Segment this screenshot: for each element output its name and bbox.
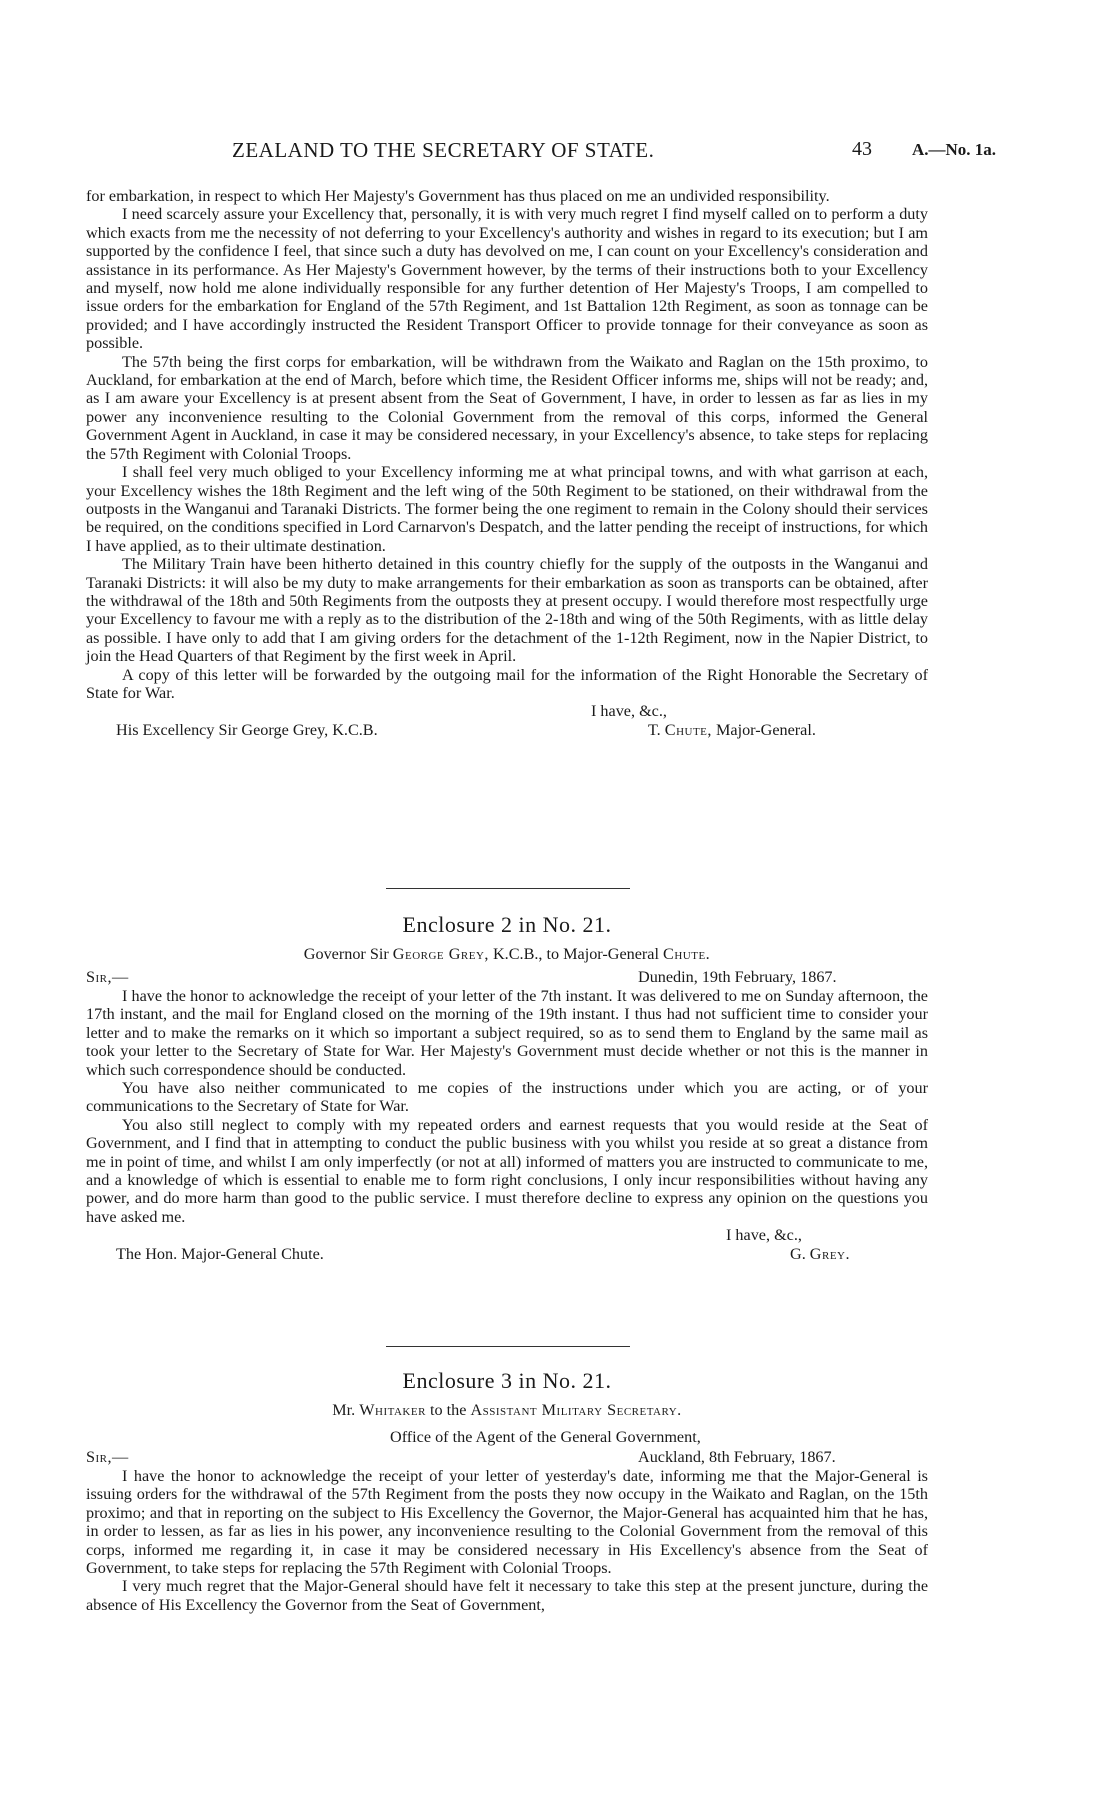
place-date: Auckland, 8th February, 1867. [638, 1448, 836, 1466]
enclosure-heading: Enclosure 3 in No. 21. [402, 1368, 612, 1393]
salutation: Sir,— [86, 968, 129, 986]
paragraph: I have the honor to acknowledge the receipt of your letter of the 7th instant. It was delivered to me on Sunday afternoon, the 17th instant, and the mail for England closed on the morning of the 19th instant. I thus had not sufficient time to consider your letter and to make the remarks on it which so important a subject required, so as to send them to England by the same mail as took your letter to the Secretary of State for War. Her Majesty's Government must decide whether or not this is the manner in which such correspondence should be conducted. [86, 987, 928, 1079]
enclosure-subheading: Mr. Whitaker to the Assistant Military Secretary. [332, 1401, 682, 1419]
addressee: His Excellency Sir George Grey, K.C.B. [116, 721, 378, 740]
paragraph: for embarkation, in respect to which Her Majesty's Government has thus placed on me an undivided responsibility. [86, 187, 830, 205]
closing-row [86, 702, 928, 721]
page-number: 43 [852, 138, 872, 160]
signature: G. Grey. [790, 1245, 851, 1264]
paragraph: You have also neither communicated to me copies of the instructions under which you are acting, or of your communications to the Secretary of State for War. [86, 1079, 928, 1116]
paragraph: I shall feel very much obliged to your Excellency informing me at what principal towns, and with what garrison at each, your Excellency wishes the 18th Regiment and the left wing of the 50th Regiment to be stationed, on their withdrawal from the outposts in the Wanganui and Taranaki Districts. The former being the one regiment to remain in the Colony should their services be required, on the conditions specified in Lord Carnarvon's Despatch, and the latter pending the receipt of instructions, for which I have applied, as to their ultimate destination. [86, 463, 928, 555]
salutation: Sir,— [86, 1448, 129, 1466]
letter-continuation [86, 187, 928, 740]
signature: T. Chute, Major-General. [648, 721, 816, 740]
closing: I have, &c., [591, 702, 667, 721]
office-line: Office of the Agent of the General Government, [390, 1428, 701, 1446]
running-header [86, 138, 997, 164]
paragraph: I need scarcely assure your Excellency that, personally, it is with very much regret I find myself called on to perform a duty which exacts from me the necessity of not deferring to your Excellency's authority and wishes in regard to its execution; but I am supported by the confidence I feel, that since such a duty has devolved on me, I can count on your Excellency's consideration and assistance in its performance. As Her Majesty's Government however, by the terms of their instructions both to your Excellency and myself, now hold me alone individually responsible for any further detention of Her Majesty's Troops, I am compelled to issue orders for the embarkation for England of the 57th Regiment, and 1st Battalion 12th Regiment, as soon as tonnage can be provided; and I have accordingly instructed the Resident Transport Officer to provide tonnage for their conveyance as soon as possible. [86, 205, 928, 353]
addressee: The Hon. Major-General Chute. [116, 1245, 324, 1264]
paragraph: I have the honor to acknowledge the receipt of your letter of yesterday's date, informing me that the Major-General is issuing orders for the withdrawal of the 57th Regiment from the posts they now occupy in the Waikato and Raglan, on the 15th proximo; and that in reporting on the subject to His Excellency the Governor, the Major-General has acquainted him that he has, in order to lessen, as far as lies in his power, any inconvenience resulting to the Colonial Government from the removal of this corps, informed me regarding it, in case it may be considered necessary in His Excellency's absence from the Seat of Government, to take steps for replacing the 57th Regiment with Colonial Troops. [86, 1467, 928, 1578]
paragraph: I very much regret that the Major-General should have felt it necessary to take this step at the present juncture, during the absence of His Excellency the Governor from the Seat of Government, [86, 1577, 928, 1614]
place-date: Dunedin, 19th February, 1867. [638, 968, 837, 986]
enclosure-subheading: Governor Sir George Grey, K.C.B., to Major-General Chute. [303, 945, 711, 963]
section-divider [386, 888, 630, 889]
paper-reference: A.—No. 1a. [912, 140, 997, 159]
enclosure-2-body [86, 987, 928, 1264]
running-title: ZEALAND TO THE SECRETARY OF STATE. [232, 138, 655, 162]
closing: I have, &c., [726, 1226, 802, 1245]
paragraph: You also still neglect to comply with my repeated orders and earnest requests that you would reside at the Seat of Government, and I find that in attempting to conduct the public business with you whilst you reside at so great a distance from me in point of time, and whilst I am only imperfectly (or not at all) informed of matters you are instructed to communicate to me, and a knowledge of which is essential to enable me to form right conclusions, I only incur responsibilities without having any power, and do more harm than good to the public service. I must therefore decline to express any opinion on the questions you have asked me. [86, 1115, 928, 1226]
signature-row [86, 721, 928, 740]
paragraph: The Military Train have been hitherto detained in this country chiefly for the supply of the outposts in the Wanganui and Taranaki Districts: it will also be my duty to make arrangements for their embarkation as soon as transports can be obtained, after the withdrawal of the 18th and 50th Regiments from the outposts they at present occupy. I would therefore most respectfully urge your Excellency to favour me with a reply as to the distribution of the 2-18th and wing of the 50th Regiments, with as little delay as possible. I have only to add that I am giving orders for the detachment of the 1-12th Regiment, now in the Napier District, to join the Head Quarters of that Regiment by the first week in April. [86, 555, 928, 666]
closing-row [86, 1226, 928, 1245]
signature-row [86, 1245, 928, 1264]
paragraph: A copy of this letter will be forwarded by the outgoing mail for the information of the Right Honorable the Secretary of State for War. [86, 665, 928, 702]
enclosure-heading: Enclosure 2 in No. 21. [402, 912, 612, 937]
section-divider [386, 1346, 630, 1347]
paragraph: The 57th being the first corps for embarkation, will be withdrawn from the Waikato and Raglan on the 15th proximo, to Auckland, for embarkation at the end of March, before which time, the Resident Officer informs me, ships will not be ready; and, as I am aware your Excellency is at present absent from the Seat of Government, I have, in order to lessen as far as lies in my power any inconvenience resulting to the Colonial Government from the removal of this corps, informed the General Government Agent in Auckland, in case it may be considered necessary, in your Excellency's absence, to take steps for replacing the 57th Regiment with Colonial Troops. [86, 352, 928, 463]
enclosure-3-body [86, 1467, 928, 1614]
